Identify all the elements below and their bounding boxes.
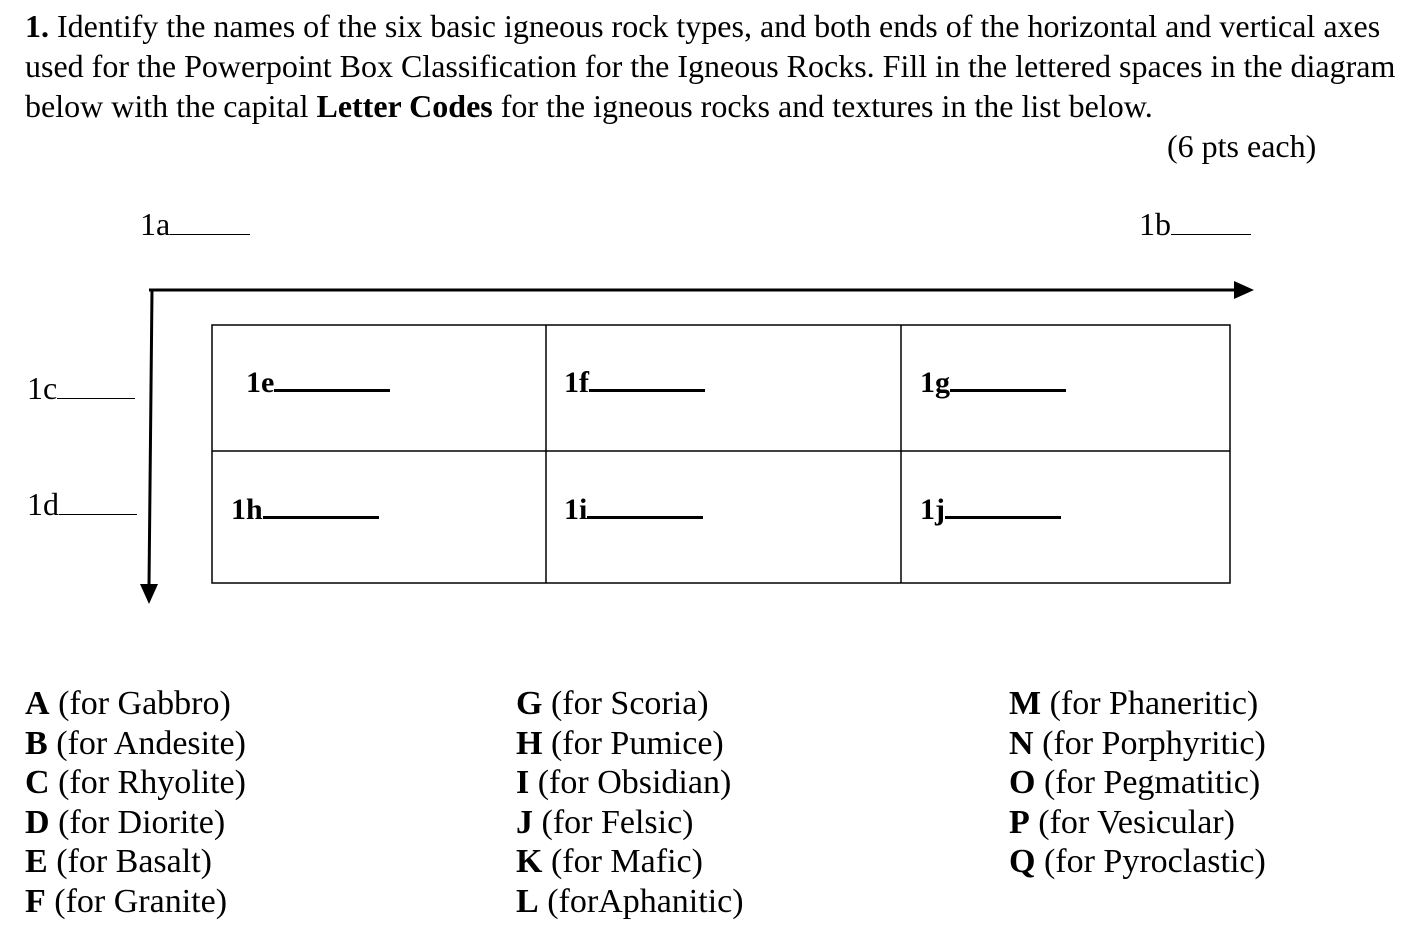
code-list-column-3 [1009,684,1266,882]
question-text-part2: for the igneous rocks and textures in the list below. [492,88,1153,124]
cell-1g-line[interactable] [950,363,1066,392]
cell-1e-line[interactable] [274,363,390,392]
list-item: M (for Phaneritic) [1009,685,1259,722]
vertical-axis [149,290,152,586]
list-item: Q (for Pyroclastic) [1009,843,1266,881]
points-label: (6 pts each) [1167,128,1317,164]
list-item: D (for Diorite) [25,803,226,841]
list-item: N (for Porphyritic) [1009,724,1266,762]
question-number: 1. [25,8,49,44]
list-item: E (for Basalt) [25,843,212,881]
cell-1i[interactable] [564,490,703,529]
horizontal-axis-arrowhead [1234,281,1254,299]
cell-1g-label: 1g [920,366,950,399]
cell-1e-label: 1e [246,366,275,399]
cell-1e[interactable] [246,363,390,402]
list-item: A (for Gabbro) [25,685,231,722]
list-item: B (for Andesite) [25,724,246,762]
code-list-column-1 [25,684,246,922]
blank-1b-label: 1b [1139,206,1171,242]
blank-1c-label: 1c [27,370,58,406]
cell-1f-label: 1f [564,366,589,399]
cell-1h[interactable] [231,490,379,529]
list-item: C (for Rhyolite) [25,764,246,802]
list-item: P (for Vesicular) [1009,803,1235,841]
blank-1d-label: 1d [27,486,59,522]
list-item: L (forAphanitic) [516,882,744,920]
list-item: H (for Pumice) [516,724,724,762]
cell-1f[interactable] [564,363,705,402]
cell-1i-line[interactable] [587,490,703,519]
list-item: J (for Felsic) [516,803,694,841]
cell-1g[interactable] [920,363,1066,402]
question-bold-phrase: Letter Codes [316,88,493,124]
cell-1j-label: 1j [920,493,945,526]
list-item: O (for Pegmatitic) [1009,764,1261,802]
list-item: K (for Mafic) [516,843,703,881]
cell-1f-line[interactable] [589,363,705,392]
vertical-axis-arrowhead [140,584,158,604]
cell-1h-line[interactable] [263,490,379,519]
cell-1i-label: 1i [564,493,588,526]
list-item: I (for Obsidian) [516,764,732,802]
blank-1a-label: 1a [140,206,171,242]
cell-1j[interactable] [920,490,1061,529]
question-text-part1: Identify the names of the six basic igneous rock types, and both ends of the horizontal and vertical axes used for the Powerpoint Box Classification for the Igneous Rocks. Fill in the lettered spaces in the diagram below with the capital [25,8,1396,124]
code-list-column-2 [516,684,744,922]
cell-1h-label: 1h [231,493,263,526]
list-item: G (for Scoria) [516,685,709,722]
cell-1j-line[interactable] [945,490,1061,519]
list-item: F (for Granite) [25,882,228,920]
